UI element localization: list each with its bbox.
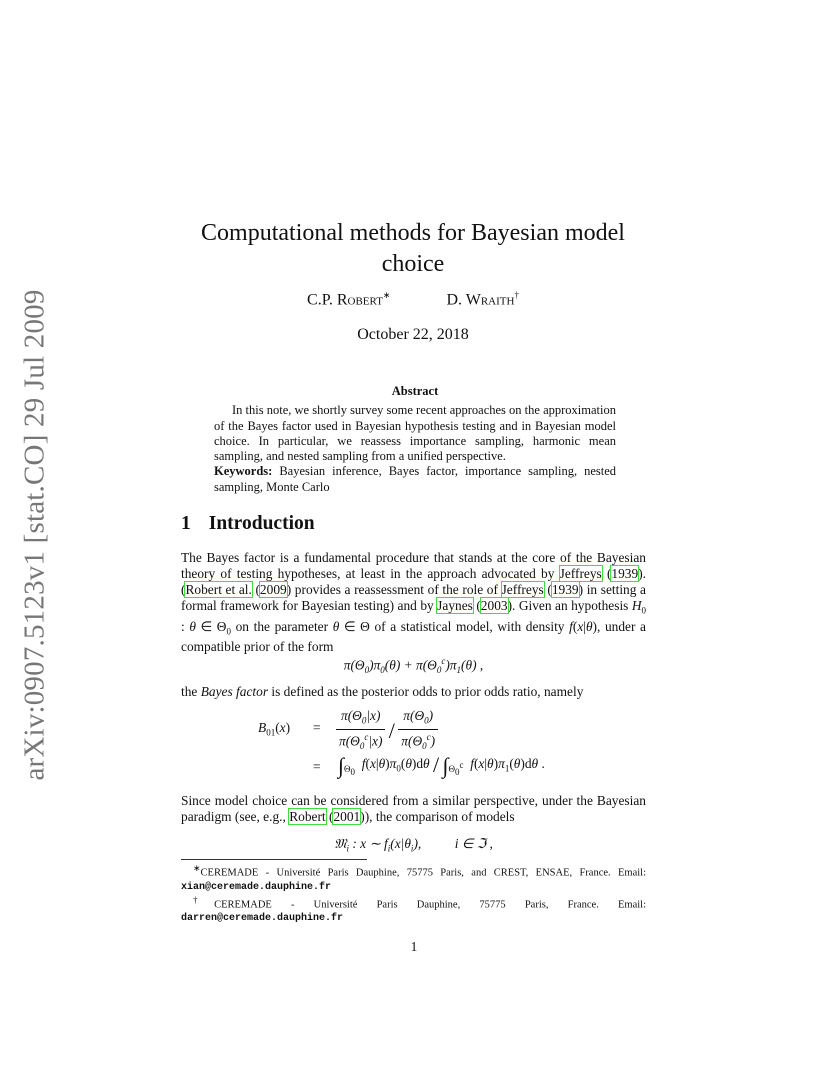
paper-title: Computational methods for Bayesian model choice xyxy=(201,220,625,277)
citation-link[interactable]: 2009 xyxy=(259,582,287,597)
page-number: 1 xyxy=(410,939,418,954)
citation-link[interactable]: 1939 xyxy=(551,582,579,597)
footnote-rule xyxy=(181,859,367,860)
bayes-factor-lhs: $B_{01}(x)$ xyxy=(258,720,291,738)
footnote-2: †CEREMADE - Université Paris Dauphine, 75775 Paris, France. Email: darren@ceremade.dauphine.fr xyxy=(181,894,646,924)
email-link: xian@ceremade.dauphine.fr xyxy=(181,881,332,893)
citation-link[interactable]: 2001 xyxy=(333,809,361,824)
citation-link[interactable]: 1939 xyxy=(611,566,639,581)
author-wraith: D. Wraith† xyxy=(446,290,519,309)
keywords: Keywords: Bayesian inference, Bayes factor, importance sampling, nested sampling, Monte Carlo xyxy=(214,464,617,494)
email-link: darren@ceremade.dauphine.fr xyxy=(181,913,344,924)
abstract-text: In this note, we shortly survey some recent approaches on the approximation of the Bayes factor used in Bayesian hypothesis testing and in Bayesian model choice. In particular, we reassess importance sampling, harmonic mean sampling, and nested sampling from a unified perspective. xyxy=(214,403,616,464)
abstract-heading: Abstract xyxy=(391,384,439,398)
paragraph-model-choice: Since model choice can be considered from a similar perspective, under the Bayesian paradigm (see, e.g., Robert (2001)), the comparison of models xyxy=(181,793,646,824)
paper-date: October 22, 2018 xyxy=(357,326,469,343)
paragraph-intro: The Bayes factor is a fundamental procedure that stands at the core of the Bayesian theory of testing hypotheses, at least in the approach advocated by Jeffreys (1939). (Robert et al. (2009) provides a reassessment of the role of Jeffreys (1939) in setting a formal framework for Bayesian testing) and by Jaynes (2003). Given an hypothesis $H_0$ : θ ∈ $\Theta_0$ on the parameter θ ∈ Θ of a statistical model, with density f(x|θ), under a compatible prior of the form xyxy=(181,550,647,655)
citation-link[interactable]: Robert xyxy=(289,809,326,824)
models-equation: 𝔐$_i$ : x ∼ $f_i(x|\theta_i)$, i ∈ ℑ , xyxy=(334,836,493,854)
prior-equation: $\pi(\Theta_0)\pi_0(\theta) + \pi(\Theta_0^c)\pi_1(\theta)$ , xyxy=(343,656,484,676)
citation-link[interactable]: Jeffreys xyxy=(501,582,544,597)
abstract xyxy=(214,384,616,495)
arxiv-identifier-text: arXiv:0907.5123v1 [stat.CO] 29 Jul 2009 xyxy=(18,289,51,781)
equals-sign: = xyxy=(313,759,321,774)
author-robert: C.P. Robert∗ xyxy=(307,290,391,309)
citation-link[interactable]: Jaynes xyxy=(437,598,473,613)
bayes-factor-integrals: $\int_{\Theta_0}$ $f(x|\theta)\pi_0(\theta)d\theta / \int_{\Theta_0^c}$ $f(x|\theta)\pi_1(\theta)d\theta$ . xyxy=(338,752,545,778)
author-list xyxy=(180,290,646,309)
paragraph-bayes-factor: the Bayes factor is defined as the posterior odds to prior odds ratio, namely xyxy=(181,684,584,699)
bayes-factor-ratio: $\frac{\pi(\Theta_0|x)}{\pi(\Theta_0^c|x)}$ / $\frac{\pi(\Theta_0)}{\pi(\Theta_0^c)}$ xyxy=(336,708,438,754)
footnotes xyxy=(181,862,646,925)
footnote-1: ∗CEREMADE - Université Paris Dauphine, 75775 Paris, and CREST, ENSAE, France. Email: xian@ceremade.dauphine.fr xyxy=(181,863,646,893)
citation-link[interactable]: 2003 xyxy=(480,598,508,613)
section-heading: 1 Introduction xyxy=(181,513,315,534)
arxiv-identifier xyxy=(18,289,51,781)
citation-link[interactable]: Jeffreys xyxy=(559,566,602,581)
citation-link[interactable]: Robert et al. xyxy=(185,582,252,597)
equals-sign: = xyxy=(313,720,321,735)
